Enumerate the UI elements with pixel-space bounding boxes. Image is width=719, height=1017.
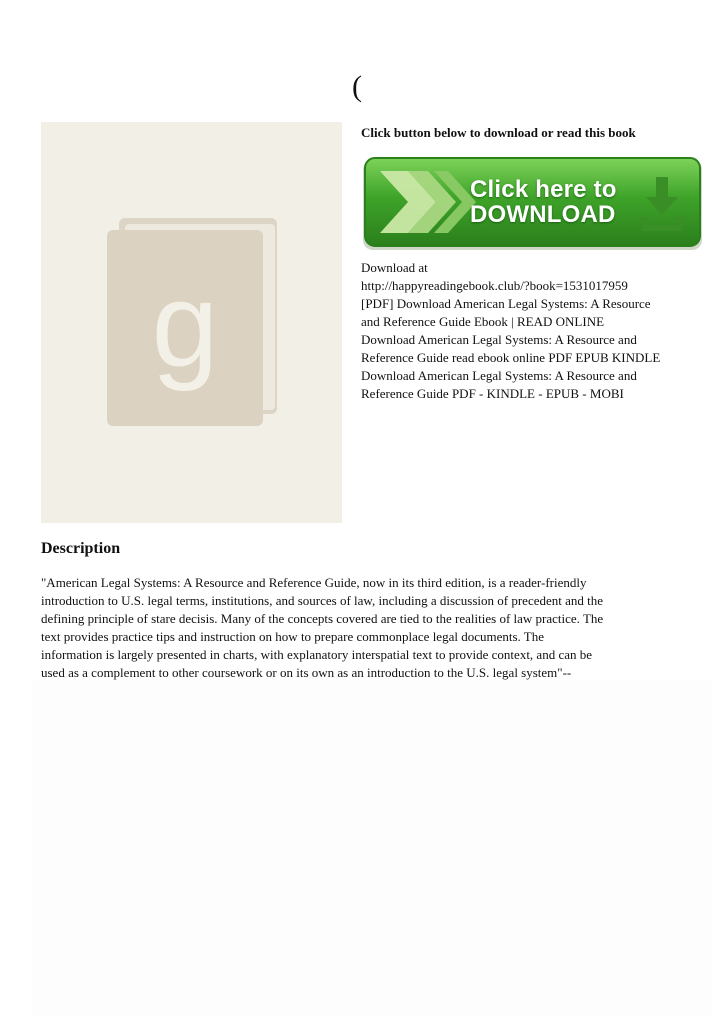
description-line: text provides practice tips and instruction on how to prepare commonplace legal documents. The <box>41 629 545 644</box>
google-books-g-icon <box>41 122 342 523</box>
info-line: Download American Legal Systems: A Resource and <box>361 368 637 383</box>
download-instruction: Click button below to download or read this book <box>361 125 636 140</box>
description-line: introduction to U.S. legal terms, institutions, and sources of law, including a discussion of precedent and the <box>41 593 604 608</box>
page-background <box>32 680 712 1017</box>
info-line: [PDF] Download American Legal Systems: A Resource <box>361 296 651 311</box>
description-line: defining principle of stare decisis. Many of the concepts covered are tied to the realities of law practice. The <box>41 611 604 626</box>
description-line: used as a complement to other coursework or on its own as an introduction to the U.S. legal system"-- <box>41 665 572 680</box>
description-heading: Description <box>41 540 121 557</box>
info-line: Download at <box>361 260 428 275</box>
info-line: and Reference Guide Ebook | READ ONLINE <box>361 314 605 329</box>
download-button[interactable] <box>362 157 703 253</box>
info-line: Reference Guide read ebook online PDF EPUB KINDLE <box>361 350 661 365</box>
page-title: ( <box>352 70 362 103</box>
description-line: information is largely presented in charts, with explanatory interspatial text to provide context, and can be <box>41 647 593 662</box>
description-line: "American Legal Systems: A Resource and Reference Guide, now in its third edition, is a reader-friendly <box>41 575 587 590</box>
description-body <box>41 574 686 682</box>
download-info <box>361 259 706 403</box>
info-line: Reference Guide PDF - KINDLE - EPUB - MOBI <box>361 386 624 401</box>
download-link[interactable]: http://happyreadingebook.club/?book=1531017959 <box>361 278 628 293</box>
download-button-line2: DOWNLOAD <box>470 201 616 228</box>
svg-text:g: g <box>151 258 219 392</box>
info-line: Download American Legal Systems: A Resource and <box>361 332 637 347</box>
download-button-line1: Click here to <box>470 176 617 203</box>
book-cover-placeholder <box>41 122 342 523</box>
